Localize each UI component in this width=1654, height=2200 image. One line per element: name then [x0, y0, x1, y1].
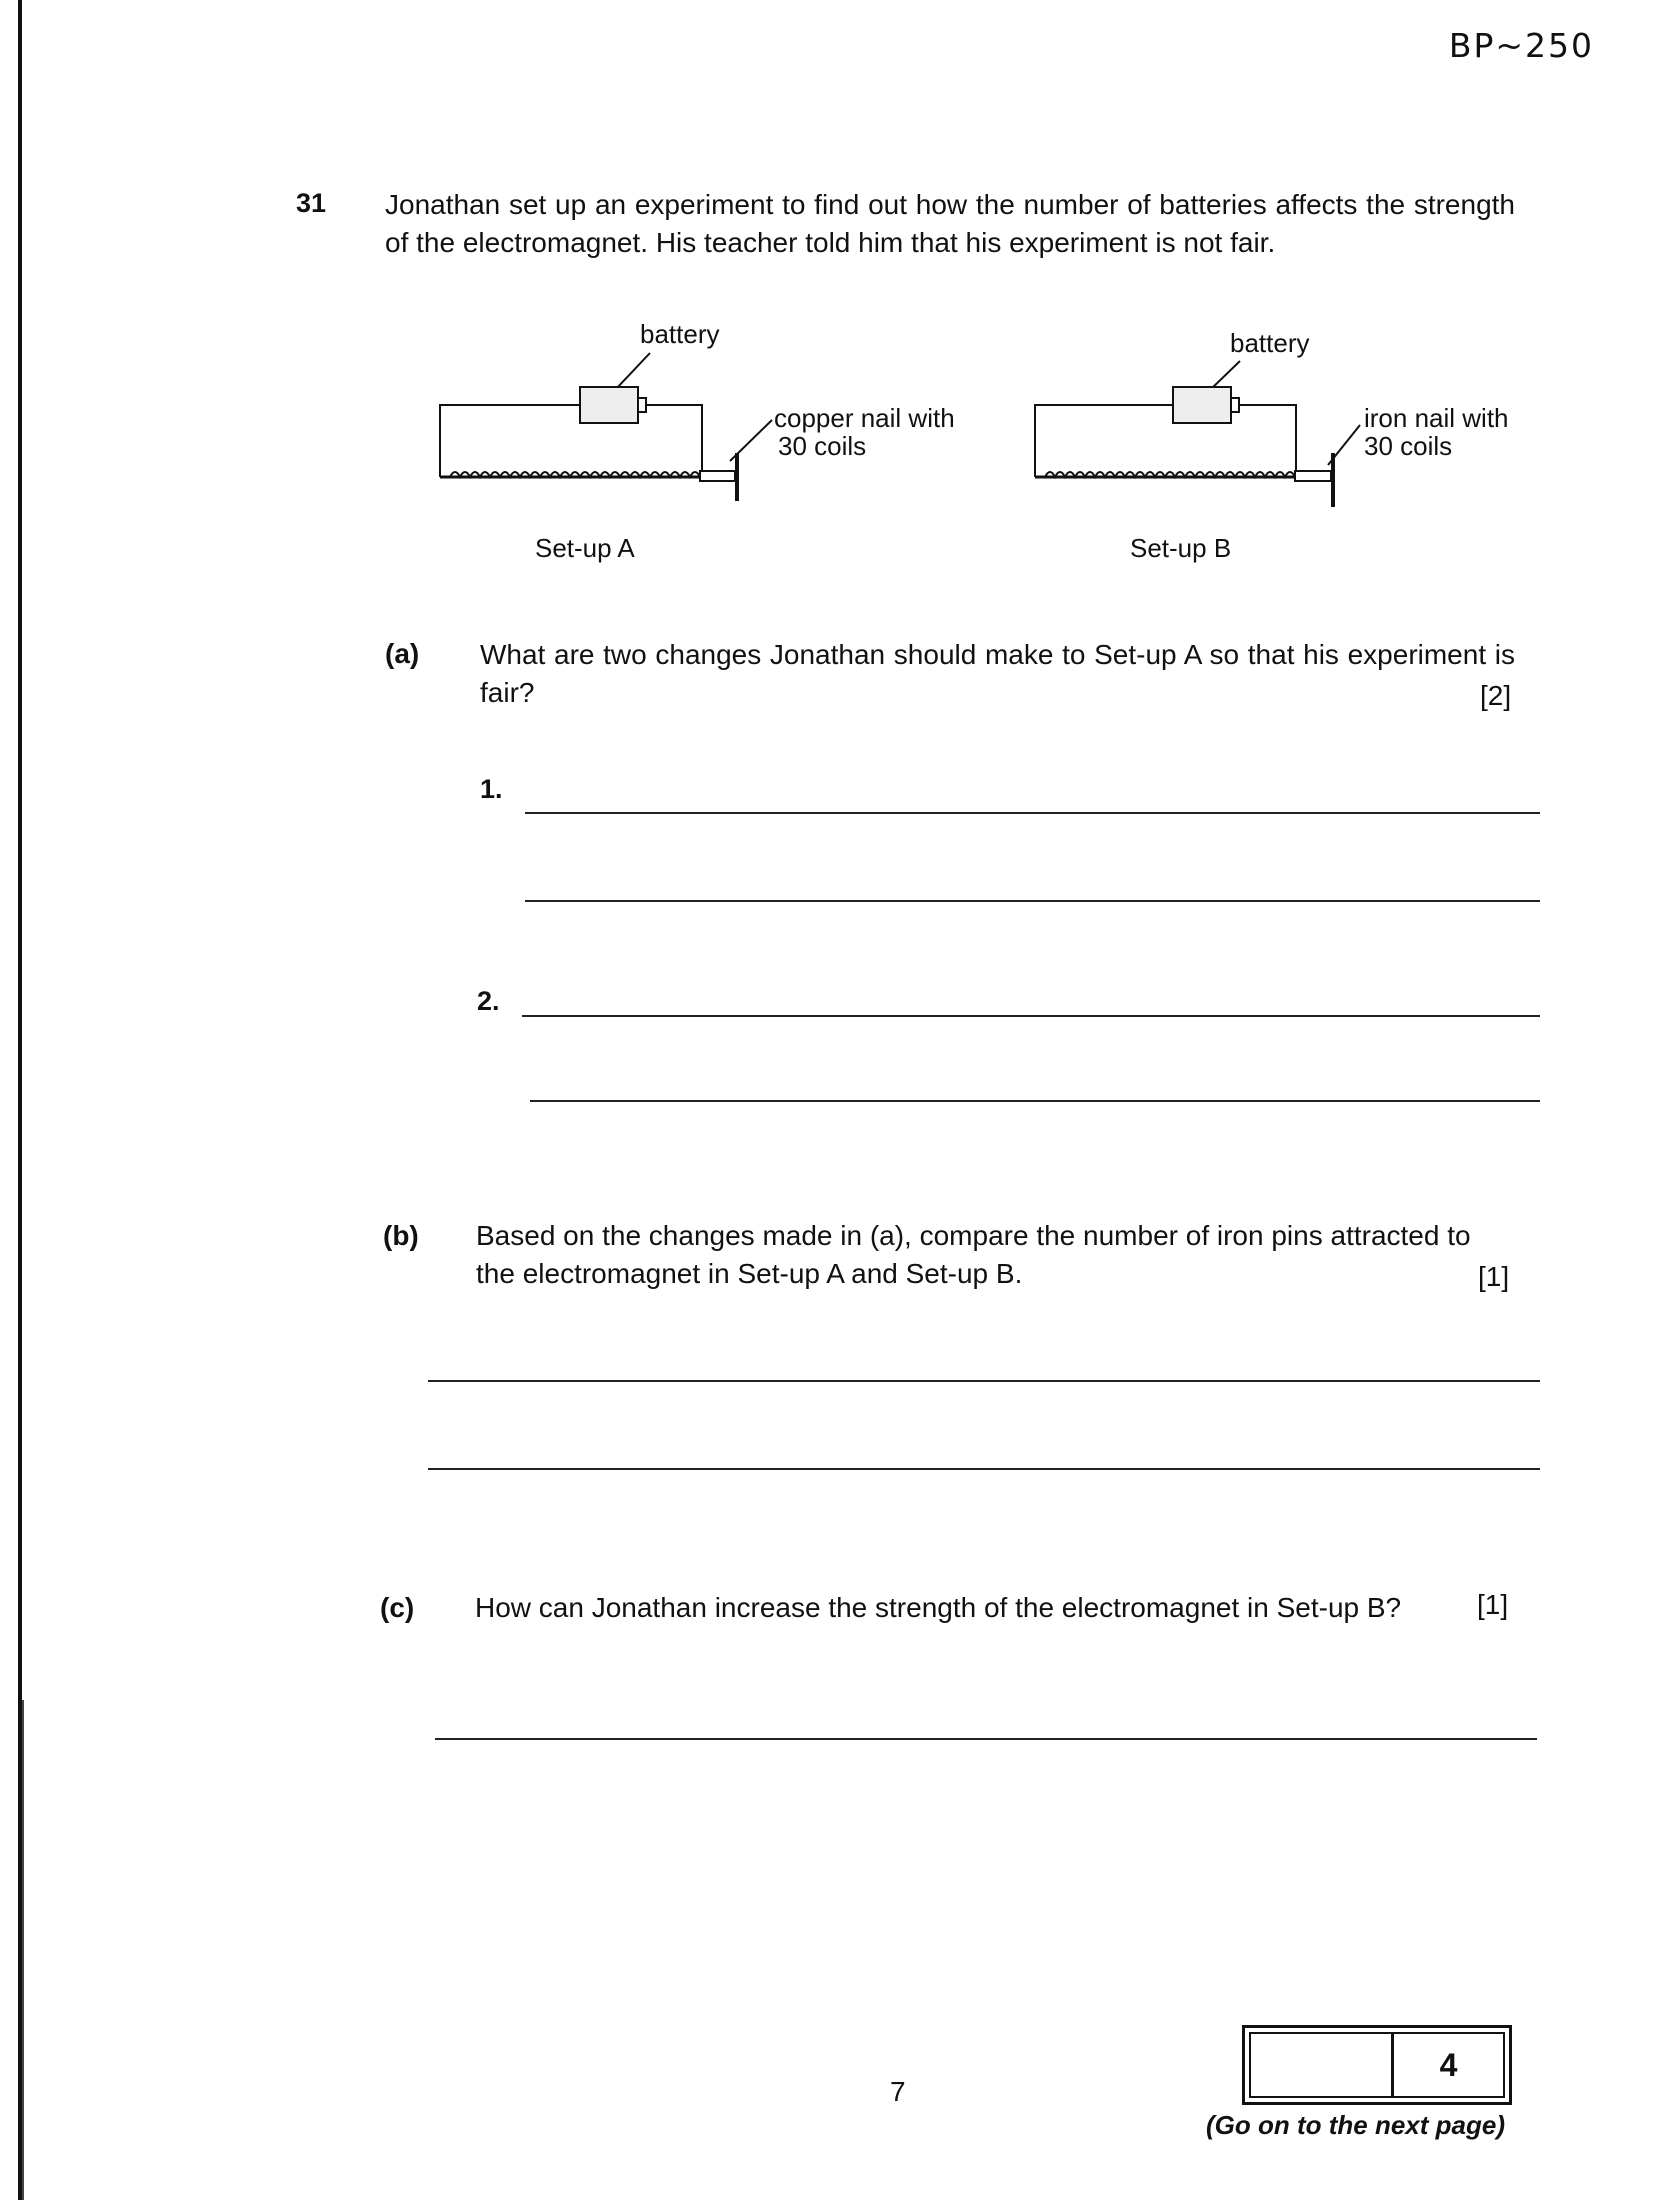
part-c-label: (c) [380, 1592, 415, 1623]
question-stem: Jonathan set up an experiment to find out how the number of batteries affects the strength of the electromagnet. His teacher told him that his experiment is not fair. [385, 189, 1515, 258]
setup-a-battery-icon [580, 387, 638, 423]
setup-b-battery-icon [1173, 387, 1231, 423]
score-box [1242, 2025, 1512, 2105]
answer-line-a1-2[interactable] [525, 900, 1540, 902]
setup-b-nail-label-2: 30 coils [1364, 431, 1453, 461]
part-a-item-1-number: 1. [480, 774, 503, 804]
setup-b-nail-label-1: iron nail with [1364, 403, 1509, 433]
next-page-note: (Go on to the next page) [1206, 2110, 1505, 2140]
setup-a-diagram [440, 319, 955, 563]
answer-line-a2-1[interactable] [522, 1015, 1540, 1017]
part-b-label: (b) [383, 1220, 419, 1251]
score-awarded-cell[interactable] [1251, 2034, 1394, 2096]
paper-code: BP~250 [1448, 26, 1594, 65]
scan-edge-line-secondary [22, 1700, 24, 2200]
part-b-text: Based on the changes made in (a), compare the number of iron pins attracted to the electromagnet in Set-up A and Set-up B. [476, 1220, 1471, 1289]
setup-b-battery-label: battery [1230, 328, 1310, 358]
question-number: 31 [296, 188, 327, 218]
setup-a-nail-label-2: 30 coils [778, 431, 867, 461]
answer-line-c-1[interactable] [435, 1738, 1537, 1740]
part-c-text: How can Jonathan increase the strength of the electromagnet in Set-up B? [475, 1592, 1402, 1623]
part-c-marks: [1] [1477, 1589, 1509, 1620]
setup-a-caption: Set-up A [535, 533, 635, 563]
answer-line-a2-2[interactable] [530, 1100, 1540, 1102]
setup-b-diagram [1035, 328, 1509, 563]
answer-line-b-2[interactable] [428, 1468, 1540, 1470]
answer-line-b-1[interactable] [428, 1380, 1540, 1382]
part-b-marks: [1] [1478, 1261, 1510, 1292]
setup-b-caption: Set-up B [1130, 533, 1232, 563]
setup-a-battery-label: battery [640, 319, 720, 349]
part-a-marks: [2] [1480, 680, 1512, 711]
score-total-cell: 4 [1439, 2046, 1458, 2083]
part-a-label: (a) [385, 638, 420, 669]
setup-a-nail-label-1: copper nail with [774, 403, 955, 433]
part-a-item-2-number: 2. [477, 986, 500, 1016]
electromagnet-diagram [420, 305, 1560, 575]
part-a-text: What are two changes Jonathan should make to Set-up A so that his experiment is fair? [480, 639, 1515, 708]
answer-line-a1-1[interactable] [525, 812, 1540, 814]
page-number: 7 [890, 2076, 906, 2107]
